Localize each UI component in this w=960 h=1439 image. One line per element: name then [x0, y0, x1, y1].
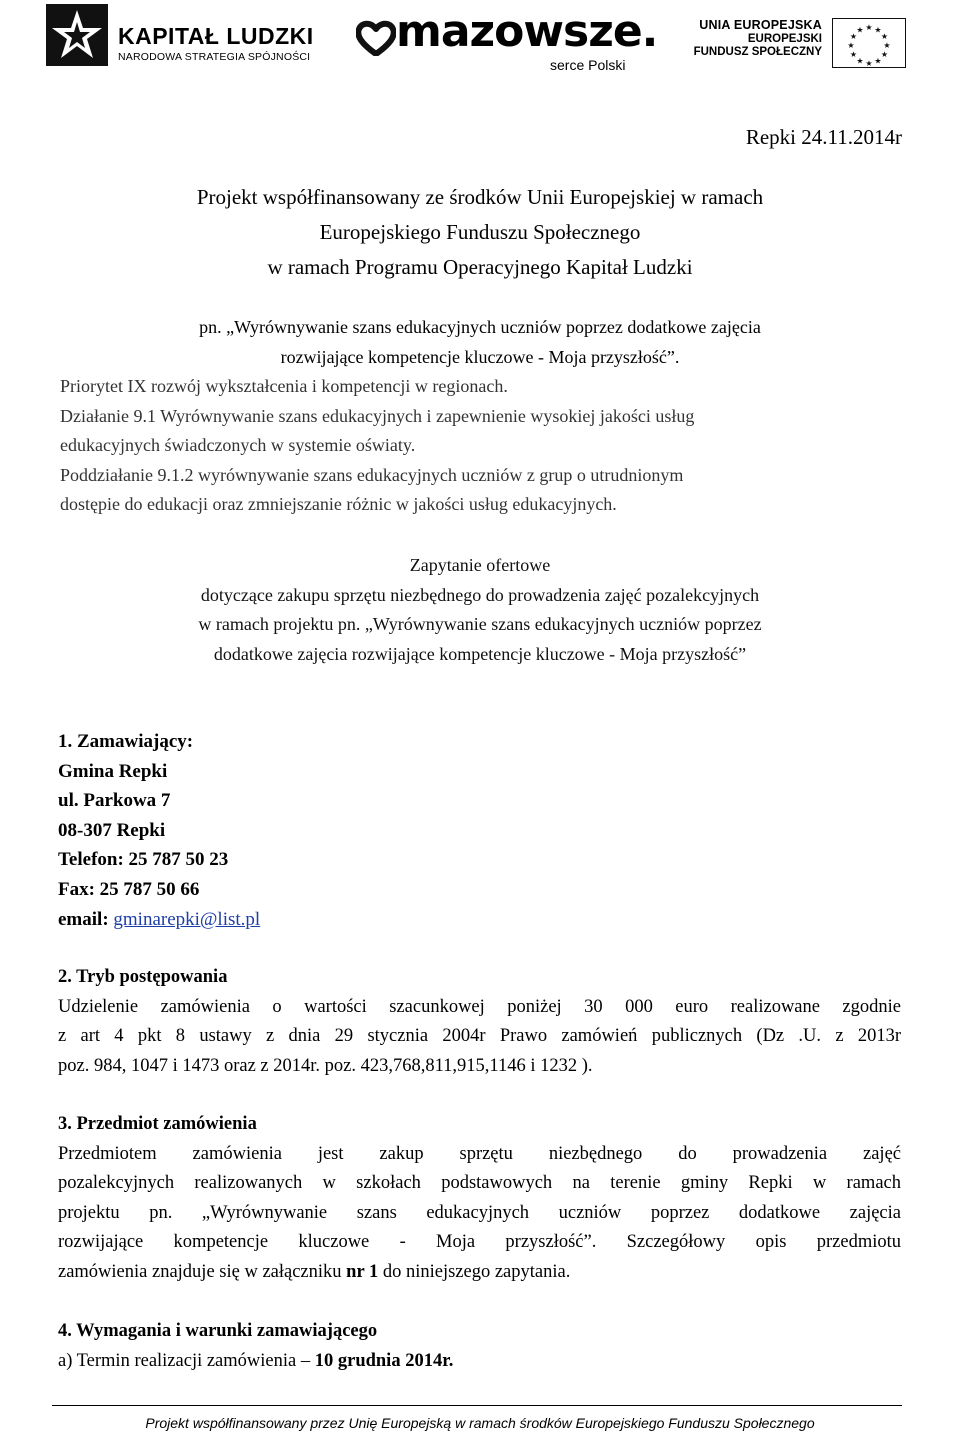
inquiry-line: dodatkowe zajęcia rozwijające kompetencje kluczowe - Moja przyszłość” [213, 643, 747, 664]
intro-line: Projekt współfinansowany ze środków Unii Europejskiej w ramach [196, 185, 764, 209]
party-email-row [58, 905, 260, 935]
svg-text:★: ★ [865, 59, 873, 68]
eu-line-1: UNIA EUROPEJSKA [699, 18, 822, 32]
svg-text:★: ★ [856, 25, 864, 35]
section-requirements [58, 1317, 901, 1376]
inquiry-line: w ramach projektu pn. „Wyrównywanie szans edukacyjnych uczniów poprzez [198, 614, 762, 634]
section-ordering-party [58, 727, 260, 934]
mazowsze-wordmark: mazowsze. [396, 6, 658, 57]
text-run: do niniejszego zapytania. [378, 1261, 571, 1282]
kapital-ludzki-title: KAPITAŁ LUDZKI [118, 23, 314, 49]
section-subject [58, 1110, 901, 1288]
intro-block [0, 180, 960, 285]
project-line: pn. „Wyrównywanie szans edukacyjnych uczniów poprzez dodatkowe zajęcia [199, 317, 761, 337]
svg-text:★: ★ [849, 32, 858, 41]
inquiry-title-block [0, 551, 960, 669]
attachment-number: nr 1 [346, 1261, 379, 1282]
kapital-ludzki-emblem-icon [46, 4, 108, 66]
section-heading: 4. Wymagania i warunki zamawiającego [58, 1321, 378, 1341]
kapital-ludzki-logo [46, 4, 314, 68]
deadline-date: 10 grudnia 2014r. [314, 1350, 454, 1371]
paragraph-line [58, 1258, 901, 1288]
mazowsze-logo [352, 6, 658, 73]
eu-logo [684, 18, 906, 70]
svg-text:★: ★ [880, 32, 889, 41]
text-run: zamówienia znajduje się w załączniku [58, 1261, 347, 1282]
eu-line-2: EUROPEJSKI [747, 33, 822, 45]
requirement-item-a [58, 1347, 901, 1377]
party-city: 08-307 Repki [58, 819, 166, 841]
project-line: Priorytet IX rozwój wykształcenia i kompetencji w regionach. [60, 376, 508, 396]
svg-text:★: ★ [880, 50, 889, 59]
section-heading: 3. Przedmiot zamówienia [58, 1114, 257, 1134]
eu-flag-icon [832, 18, 906, 68]
svg-text:★: ★ [865, 23, 873, 32]
paragraph-line: rozwijające kompetencje kluczowe - Moja przyszłość”. Szczegółowy opis przedmiotu [58, 1232, 901, 1253]
document-date: Repki 24.11.2014r [745, 125, 902, 149]
section-heading: 1. Zamawiający: [58, 731, 194, 752]
intro-line: Europejskiego Funduszu Społecznego [319, 220, 641, 244]
email-link[interactable]: gminarepki@list.pl [113, 908, 261, 930]
paragraph-line: projektu pn. „Wyrównywanie szans edukacyjnych uczniów poprzez dodatkowe zajęcia [58, 1202, 901, 1223]
svg-text:★: ★ [849, 50, 858, 59]
project-line: rozwijające kompetencje kluczowe - Moja przyszłość”. [280, 346, 680, 367]
paragraph-line: poz. 984, 1047 i 1473 oraz z 2014r. poz. 423,768,811,915,1146 i 1232 ). [58, 1055, 593, 1076]
text-run: a) Termin realizacji zamówienia – [58, 1350, 315, 1371]
footer-text: Projekt współfinansowany przez Unię Europejską w ramach środków Europejskiego Funduszu Społecznego [145, 1415, 815, 1431]
party-phone: Telefon: 25 787 50 23 [58, 849, 229, 871]
section-heading: 2. Tryb postępowania [58, 967, 228, 987]
svg-text:★: ★ [874, 56, 882, 66]
eu-logo-text [694, 18, 822, 59]
svg-text:★: ★ [874, 25, 882, 35]
eu-line-3: FUNDUSZ SPOŁECZNY [693, 46, 822, 58]
project-block [0, 313, 960, 520]
party-street: ul. Parkowa 7 [58, 790, 171, 812]
footer-divider [52, 1405, 902, 1406]
project-line: dostępie do edukacji oraz zmniejszanie różnic w jakości usług edukacyjnych. [60, 494, 617, 514]
paragraph-line: pozalekcyjnych realizowanych w szkołach podstawowych na terenie gminy Repki w ramach [58, 1173, 901, 1194]
project-line: edukacyjnych świadczonych w systemie oświaty. [60, 435, 416, 455]
kapital-ludzki-subtitle: NARODOWA STRATEGIA SPÓJNOŚCI [118, 51, 311, 63]
paragraph-line: Udzielenie zamówienia o wartości szacunkowej poniżej 30 000 euro realizowane zgodnie [58, 996, 901, 1017]
svg-text:★: ★ [847, 41, 855, 50]
heart-icon [356, 20, 396, 56]
paragraph-line: Przedmiotem zamówienia jest zakup sprzętu niezbędnego do prowadzenia zajęć [58, 1143, 901, 1164]
party-name: Gmina Repki [58, 760, 168, 782]
mazowsze-tagline: serce Polski [550, 57, 626, 73]
svg-text:★: ★ [856, 56, 864, 66]
section-procedure [58, 963, 901, 1081]
svg-text:★: ★ [883, 41, 891, 50]
inquiry-title: Zapytanie ofertowe [409, 555, 551, 575]
party-fax: Fax: 25 787 50 66 [58, 878, 200, 900]
email-label: email: [58, 908, 114, 930]
paragraph-line: z art 4 pkt 8 ustawy z dnia 29 stycznia 2004r Prawo zamówień publicznych (Dz .U. z 2013r [58, 1026, 901, 1047]
inquiry-line: dotyczące zakupu sprzętu niezbędnego do prowadzenia zajęć pozalekcyjnych [200, 584, 760, 605]
project-line: Poddziałanie 9.1.2 wyrównywanie szans edukacyjnych uczniów z grup o utrudnionym [60, 464, 684, 485]
intro-line: w ramach Programu Operacyjnego Kapitał Ludzki [267, 255, 693, 279]
project-line: Działanie 9.1 Wyrównywanie szans edukacyjnych i zapewnienie wysokiej jakości usług [60, 405, 695, 426]
